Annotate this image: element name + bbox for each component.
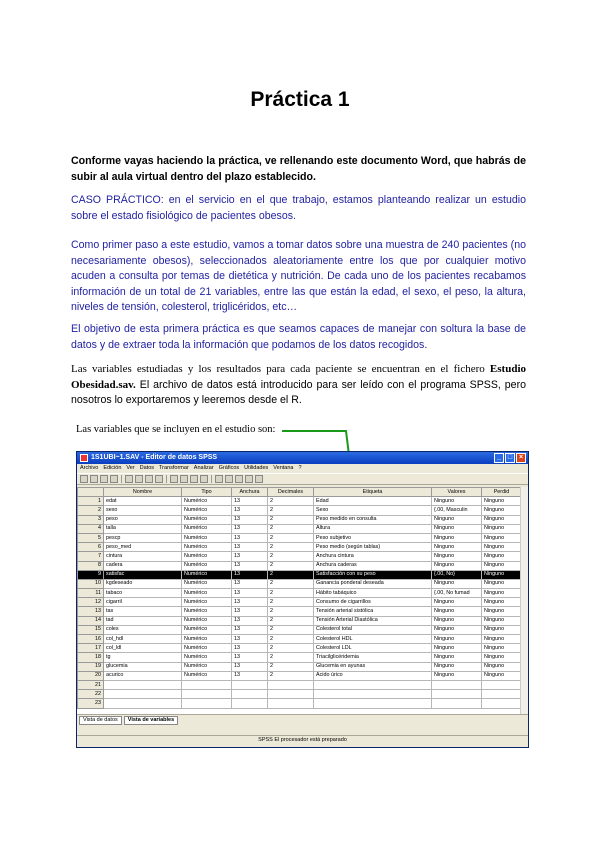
use-sets-icon[interactable] [255, 475, 263, 483]
table-cell[interactable]: Colesterol total [314, 625, 432, 634]
table-cell[interactable]: Numérico [182, 533, 232, 542]
status-bar: SPSS El procesador está preparado [77, 735, 528, 745]
table-cell[interactable]: 2 [268, 635, 314, 644]
table-cell[interactable]: col_hdl [104, 635, 182, 644]
table-cell[interactable]: Ninguno [482, 671, 522, 680]
menu-graficos[interactable]: Gráficos [218, 465, 240, 471]
value-labels-icon[interactable] [245, 475, 253, 483]
table-cell[interactable]: 13 [232, 662, 268, 671]
table-cell[interactable]: tabaco [104, 589, 182, 598]
row-number: 16 [78, 635, 104, 644]
menu-utilidades[interactable]: Utilidades [244, 465, 269, 471]
table-cell[interactable]: 13 [232, 497, 268, 506]
table-cell[interactable]: Numérico [182, 671, 232, 680]
table-cell[interactable]: sexo [104, 506, 182, 515]
menu-analizar[interactable]: Analizar [193, 465, 214, 471]
table-cell[interactable]: Anchura caderas [314, 561, 432, 570]
row-number: 9 [78, 570, 104, 579]
insert-case-icon[interactable] [190, 475, 198, 483]
toolbar-separator [166, 475, 167, 483]
table-cell[interactable]: acurico [104, 671, 182, 680]
table-cell[interactable]: Triacilglicéridemia [314, 653, 432, 662]
table-cell[interactable]: 2 [268, 579, 314, 588]
table-cell[interactable]: Numérico [182, 635, 232, 644]
table-cell[interactable]: Numérico [182, 543, 232, 552]
table-cell[interactable]: Numérico [182, 524, 232, 533]
table-cell[interactable] [232, 680, 268, 689]
toolbar [77, 473, 528, 485]
table-cell[interactable]: 2 [268, 662, 314, 671]
table-cell[interactable]: Anchura cintura [314, 552, 432, 561]
select-cases-icon[interactable] [235, 475, 243, 483]
table-cell[interactable]: {.00, Masculin [432, 506, 482, 515]
table-row[interactable] [78, 497, 522, 506]
table-cell[interactable]: coles [104, 625, 182, 634]
table-row[interactable] [78, 671, 522, 680]
table-cell[interactable]: Ninguno [482, 589, 522, 598]
table-cell[interactable]: 13 [232, 635, 268, 644]
table-row[interactable] [78, 680, 522, 689]
table-cell[interactable]: 2 [268, 524, 314, 533]
table-cell[interactable]: Ninguno [482, 497, 522, 506]
table-cell[interactable]: Ninguno [482, 662, 522, 671]
menu-bar [77, 464, 528, 473]
variables-paragraph [71, 362, 526, 409]
table-cell[interactable] [314, 690, 432, 699]
table-cell[interactable]: cintura [104, 552, 182, 561]
variables-text-a: Las variables estudiadas y los resultados para cada paciente se encuentran en el fichero [71, 363, 490, 375]
table-cell[interactable]: 13 [232, 561, 268, 570]
window-title: 1S1UBI~1.SAV - Editor de datos SPSS [91, 454, 218, 461]
menu-transformar[interactable]: Transformar [159, 465, 189, 471]
table-cell[interactable]: Peso medio (según tablas) [314, 543, 432, 552]
toolbar-separator [211, 475, 212, 483]
table-cell[interactable]: Ninguno [432, 598, 482, 607]
menu-edicion[interactable]: Edición [103, 465, 122, 471]
row-number: 6 [78, 543, 104, 552]
table-cell[interactable] [182, 680, 232, 689]
table-cell[interactable]: cigarril [104, 598, 182, 607]
undo-icon[interactable] [125, 475, 133, 483]
table-cell[interactable] [232, 690, 268, 699]
table-row[interactable] [78, 644, 522, 653]
row-number: 12 [78, 598, 104, 607]
table-cell[interactable]: Ninguno [482, 644, 522, 653]
table-cell[interactable]: 13 [232, 644, 268, 653]
table-cell[interactable]: 13 [232, 524, 268, 533]
table-cell[interactable]: Ninguno [432, 552, 482, 561]
table-cell[interactable]: Colesterol HDL [314, 635, 432, 644]
table-row[interactable] [78, 561, 522, 570]
table-cell[interactable]: {.00, No fumad [432, 589, 482, 598]
table-row[interactable] [78, 607, 522, 616]
sheet-tab-bar [77, 714, 528, 725]
table-cell[interactable]: Hábito tabáquico [314, 589, 432, 598]
table-row[interactable] [78, 552, 522, 561]
row-number: 17 [78, 644, 104, 653]
table-row[interactable] [78, 589, 522, 598]
row-number: 23 [78, 699, 104, 708]
table-cell[interactable]: Tensión arterial sistólica [314, 607, 432, 616]
table-cell[interactable]: Numérico [182, 552, 232, 561]
table-cell[interactable]: Ninguno [432, 497, 482, 506]
table-cell[interactable]: 13 [232, 579, 268, 588]
row-number: 4 [78, 524, 104, 533]
table-cell[interactable]: Ninguno [482, 607, 522, 616]
table-cell[interactable]: 2 [268, 561, 314, 570]
table-cell[interactable]: 13 [232, 653, 268, 662]
table-cell[interactable]: Ninguno [432, 533, 482, 542]
primer-paso-paragraph: Como primer paso a este estudio, vamos a tomar datos sobre una muestra de 240 pacientes (no necesariamente obesos), seleccionados aleatoriamente entre los que por cualquier motivo acuden a consulta por temas de dietética y nutrición. De cada uno de los pacientes recabamos información de un total de 21 variables, entre las que están la edad, el sexo, el peso, la altura, niveles de tensión, colesterol, triglicéridos, etc… [71, 239, 526, 313]
table-cell[interactable]: tad [104, 616, 182, 625]
table-cell[interactable]: 13 [232, 533, 268, 542]
table-cell[interactable]: Numérico [182, 589, 232, 598]
table-cell[interactable]: Ninguno [432, 579, 482, 588]
find-icon[interactable] [180, 475, 188, 483]
table-cell[interactable] [432, 680, 482, 689]
table-cell[interactable]: 2 [268, 533, 314, 542]
table-cell[interactable] [182, 699, 232, 708]
table-cell[interactable]: 13 [232, 570, 268, 579]
table-cell[interactable]: 13 [232, 598, 268, 607]
table-cell[interactable]: 13 [232, 589, 268, 598]
table-row[interactable] [78, 506, 522, 515]
table-cell[interactable]: Ninguno [432, 515, 482, 524]
table-cell[interactable] [432, 690, 482, 699]
table-cell[interactable]: kgdeseado [104, 579, 182, 588]
table-cell[interactable] [182, 690, 232, 699]
column-header-perdidos[interactable]: Perdid [482, 488, 522, 497]
table-cell[interactable]: Ninguno [482, 625, 522, 634]
menu-archivo[interactable]: Archivo [80, 465, 99, 471]
table-row[interactable] [78, 533, 522, 542]
save-icon[interactable] [90, 475, 98, 483]
table-cell[interactable]: 13 [232, 506, 268, 515]
intro-paragraph: Conforme vayas haciendo la práctica, ve rellenando este documento Word, que habrás de subir al aula virtual dentro del plazo establecido. [71, 155, 526, 183]
table-cell[interactable]: Ninguno [432, 543, 482, 552]
table-row[interactable] [78, 543, 522, 552]
table-cell[interactable]: Numérico [182, 570, 232, 579]
column-header-nombre[interactable]: Nombre [104, 488, 182, 497]
row-number: 20 [78, 671, 104, 680]
table-cell[interactable]: 2 [268, 644, 314, 653]
table-cell[interactable]: Ninguno [432, 625, 482, 634]
table-cell[interactable]: Numérico [182, 561, 232, 570]
table-cell[interactable]: Numérico [182, 616, 232, 625]
variables-text-b: El archivo de datos está introducido para ser leído con el programa SPSS, pero nosotros lo exportaremos y leeremos desde el R. [71, 378, 526, 406]
row-number: 15 [78, 625, 104, 634]
row-number: 5 [78, 533, 104, 542]
table-cell[interactable]: 2 [268, 671, 314, 680]
table-cell[interactable]: Satisfacción con su peso [314, 570, 432, 579]
table-cell[interactable]: Ninguno [432, 561, 482, 570]
table-cell[interactable]: Ninguno [432, 524, 482, 533]
table-cell[interactable] [482, 690, 522, 699]
column-header-valores[interactable]: Valores [432, 488, 482, 497]
column-header-decimales[interactable]: Decimales [268, 488, 314, 497]
table-row[interactable] [78, 524, 522, 533]
column-header [78, 488, 104, 497]
table-cell[interactable]: Ninguno [482, 570, 522, 579]
table-cell[interactable]: tg [104, 653, 182, 662]
table-row[interactable] [78, 690, 522, 699]
toolbar-separator [121, 475, 122, 483]
table-cell[interactable]: Ninguno [432, 653, 482, 662]
table-cell[interactable] [268, 699, 314, 708]
table-cell[interactable]: 2 [268, 625, 314, 634]
table-cell[interactable]: 13 [232, 515, 268, 524]
row-number: 7 [78, 552, 104, 561]
open-icon[interactable] [80, 475, 88, 483]
table-cell[interactable]: 13 [232, 607, 268, 616]
table-cell[interactable]: Numérico [182, 653, 232, 662]
table-cell[interactable]: 2 [268, 506, 314, 515]
table-cell[interactable]: Ninguno [482, 561, 522, 570]
row-number: 18 [78, 653, 104, 662]
table-cell[interactable] [432, 699, 482, 708]
table-cell[interactable]: Consumo de cigarrillos [314, 598, 432, 607]
dialog-recall-icon[interactable] [110, 475, 118, 483]
tab-vista-de-variables[interactable]: Vista de variables [124, 716, 178, 725]
table-cell[interactable]: 2 [268, 616, 314, 625]
print-icon[interactable] [100, 475, 108, 483]
table-cell[interactable]: Numérico [182, 598, 232, 607]
variables-file-name: Estudio Obesidad.sav. [71, 363, 526, 391]
table-cell[interactable]: Ninguno [482, 533, 522, 542]
table-cell[interactable]: 13 [232, 671, 268, 680]
table-cell[interactable]: tas [104, 607, 182, 616]
redo-icon[interactable] [135, 475, 143, 483]
table-row[interactable] [78, 635, 522, 644]
table-cell[interactable]: Numérico [182, 497, 232, 506]
table-cell[interactable] [104, 680, 182, 689]
minimize-button[interactable]: _ [494, 453, 504, 463]
objetivo-paragraph: El objetivo de esta primera práctica es que seamos capaces de manejar con soltura la base de datos y de extraer toda la información que podamos de los datos recogidos. [71, 323, 526, 351]
table-row[interactable] [78, 662, 522, 671]
table-cell[interactable]: Acido úrico [314, 671, 432, 680]
table-row[interactable] [78, 598, 522, 607]
menu-ayuda[interactable]: ? [298, 465, 302, 471]
table-cell[interactable]: 2 [268, 515, 314, 524]
row-number: 11 [78, 589, 104, 598]
table-row[interactable] [78, 653, 522, 662]
table-cell[interactable]: Ninguno [432, 616, 482, 625]
spss-window [76, 451, 529, 748]
table-cell[interactable]: 2 [268, 589, 314, 598]
table-cell[interactable]: Numérico [182, 579, 232, 588]
tab-vista-de-datos[interactable]: Vista de datos [79, 716, 122, 725]
menu-ventana[interactable]: Ventana [273, 465, 294, 471]
table-cell[interactable]: peso_med [104, 543, 182, 552]
row-number: 13 [78, 607, 104, 616]
table-cell[interactable] [268, 680, 314, 689]
vertical-scrollbar[interactable] [520, 487, 528, 714]
row-number: 22 [78, 690, 104, 699]
table-cell[interactable]: Sexo [314, 506, 432, 515]
table-cell[interactable]: Ninguno [482, 543, 522, 552]
table-cell[interactable] [268, 690, 314, 699]
table-cell[interactable]: Ninguno [432, 635, 482, 644]
table-cell[interactable]: glucemia [104, 662, 182, 671]
table-cell[interactable]: 2 [268, 543, 314, 552]
table-cell[interactable] [482, 699, 522, 708]
table-cell[interactable]: 13 [232, 543, 268, 552]
table-cell[interactable]: Ninguno [432, 671, 482, 680]
table-cell[interactable]: Tensión Arterial Diastólica [314, 616, 432, 625]
table-cell[interactable]: 2 [268, 552, 314, 561]
table-cell[interactable]: Ninguno [432, 662, 482, 671]
table-cell[interactable]: Numérico [182, 607, 232, 616]
variables-icon[interactable] [170, 475, 178, 483]
column-header-etiqueta[interactable]: Etiqueta [314, 488, 432, 497]
table-row[interactable] [78, 579, 522, 588]
table-cell[interactable] [314, 699, 432, 708]
arrow-label: Las variables que se incluyen en el estudio son: [76, 424, 276, 435]
table-cell[interactable]: 2 [268, 607, 314, 616]
table-cell[interactable]: satisfac [104, 570, 182, 579]
table-cell[interactable]: Ninguno [482, 552, 522, 561]
row-number: 8 [78, 561, 104, 570]
column-header-anchura[interactable]: Anchura [232, 488, 268, 497]
row-number: 10 [78, 579, 104, 588]
table-cell[interactable]: pescp [104, 533, 182, 542]
table-cell[interactable]: Ninguno [482, 635, 522, 644]
table-cell[interactable]: Ninguno [432, 644, 482, 653]
table-row[interactable] [78, 699, 522, 708]
split-file-icon[interactable] [215, 475, 223, 483]
table-cell[interactable]: Ninguno [482, 506, 522, 515]
table-cell[interactable]: 2 [268, 497, 314, 506]
close-button[interactable]: × [516, 453, 526, 463]
table-cell[interactable] [104, 690, 182, 699]
table-cell[interactable]: Numérico [182, 662, 232, 671]
table-cell[interactable]: Ninguno [482, 653, 522, 662]
table-cell[interactable]: Ninguno [482, 524, 522, 533]
table-cell[interactable]: Numérico [182, 625, 232, 634]
grid-header-row [78, 488, 522, 497]
table-cell[interactable]: 2 [268, 570, 314, 579]
window-titlebar [77, 452, 528, 464]
table-cell[interactable]: col_ldl [104, 644, 182, 653]
table-cell[interactable]: Colesterol LDL [314, 644, 432, 653]
table-cell[interactable]: 13 [232, 616, 268, 625]
goto-case-icon[interactable] [155, 475, 163, 483]
table-cell[interactable]: Peso subjetivo [314, 533, 432, 542]
table-cell[interactable]: Altura [314, 524, 432, 533]
table-cell[interactable]: Ninguno [482, 598, 522, 607]
row-number: 2 [78, 506, 104, 515]
menu-datos[interactable]: Datos [139, 465, 155, 471]
table-cell[interactable]: Edad [314, 497, 432, 506]
table-cell[interactable]: 13 [232, 552, 268, 561]
table-cell[interactable]: 2 [268, 653, 314, 662]
table-cell[interactable]: Numérico [182, 506, 232, 515]
table-cell[interactable]: Ninguno [432, 607, 482, 616]
row-number: 14 [78, 616, 104, 625]
column-header-tipo[interactable]: Tipo [182, 488, 232, 497]
variable-grid [77, 487, 521, 714]
table-row[interactable] [78, 625, 522, 634]
table-cell[interactable]: Numérico [182, 515, 232, 524]
table-cell[interactable] [104, 699, 182, 708]
table-row[interactable] [78, 515, 522, 524]
table-cell[interactable]: Glucemia en ayunas [314, 662, 432, 671]
table-cell[interactable]: Ninguno [482, 616, 522, 625]
row-number: 19 [78, 662, 104, 671]
insert-variable-icon[interactable] [200, 475, 208, 483]
caso-practico-paragraph: CASO PRÁCTICO: en el servicio en el que trabajo, estamos planteando realizar un estudio sobre el estado fisiológico de pacientes obesos. [71, 194, 526, 222]
spss-app-icon [80, 454, 88, 462]
table-cell[interactable]: 13 [232, 625, 268, 634]
table-cell[interactable]: 2 [268, 598, 314, 607]
weight-cases-icon[interactable] [225, 475, 233, 483]
menu-ver[interactable]: Ver [126, 465, 135, 471]
table-cell[interactable]: peso [104, 515, 182, 524]
maximize-button[interactable]: □ [505, 453, 515, 463]
table-cell[interactable]: edat [104, 497, 182, 506]
row-number: 21 [78, 680, 104, 689]
table-cell[interactable]: Peso medido en consulta [314, 515, 432, 524]
table-cell[interactable]: Ninguno [482, 579, 522, 588]
table-cell[interactable]: Ninguno [482, 515, 522, 524]
table-cell[interactable]: Numérico [182, 644, 232, 653]
table-row[interactable] [78, 570, 522, 579]
table-cell[interactable]: {.00, No} [432, 570, 482, 579]
table-cell[interactable]: talla [104, 524, 182, 533]
table-cell[interactable]: Ganancia ponderal deseada [314, 579, 432, 588]
goto-chart-icon[interactable] [145, 475, 153, 483]
table-cell[interactable] [232, 699, 268, 708]
table-cell[interactable] [314, 680, 432, 689]
table-row[interactable] [78, 616, 522, 625]
row-number: 1 [78, 497, 104, 506]
row-number: 3 [78, 515, 104, 524]
table-cell[interactable] [482, 680, 522, 689]
page-title: Práctica 1 [250, 88, 350, 111]
table-cell[interactable]: cadera [104, 561, 182, 570]
